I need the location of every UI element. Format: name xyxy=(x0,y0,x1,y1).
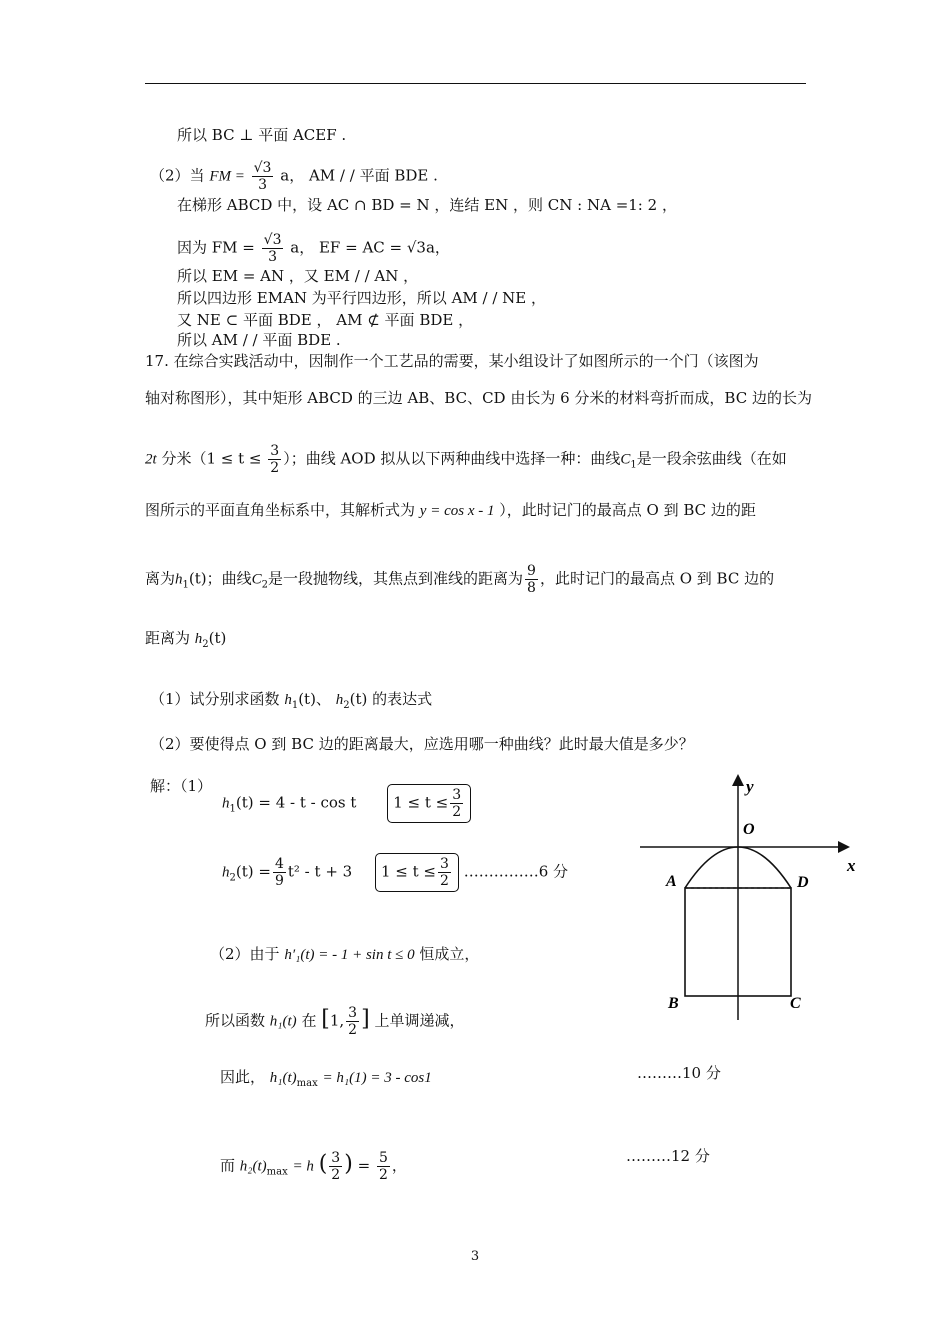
label-o: O xyxy=(743,821,755,838)
page-number: 3 xyxy=(470,1249,480,1264)
solution-step2: （2）由于 h′₁(t) = - 1 + sin t ≤ 0 恒成立， xyxy=(210,945,480,963)
p16-line2: （2）当 FM = $\frac{√3}{3}$ a， AM / / 平面 BDE . xyxy=(150,160,438,193)
p16-line5: 所以 EM = AN ，又 EM / / AN ， xyxy=(177,267,419,285)
solution-label: 解：（1） xyxy=(150,777,213,795)
p16-line3: 在梯形 ABCD 中，设 AC ∩ BD = N ，连结 EN ，则 CN : NA =1: 2 ， xyxy=(177,196,677,214)
p17-line5: 离为$h_1(t)$；曲线$C_2$是一段抛物线，其焦点到准线的距离为 $\frac{9}{8}$ ，此时记门的最高点 O 到 BC 边的 xyxy=(145,563,775,596)
p17-line3: 2t 分米（1 ≤ t ≤ $\frac{3}{2}$ ）；曲线 AOD 拟从以下两种曲线中选择一种：曲线$C_1$是一段余弦曲线（在如 xyxy=(145,443,787,476)
label-c: C xyxy=(790,995,801,1012)
score-10: ………10 分 xyxy=(637,1064,721,1082)
p16-line8: 所以 AM / / 平面 BDE . xyxy=(177,331,341,349)
door-figure xyxy=(630,770,870,1030)
solution-step4: 因此， $h_1(t)_{max} = h_1(1) = 3 - \cos 1$ xyxy=(220,1068,432,1089)
solution-step3: 所以函数 h₁(t) 在 [1, $\frac{3}{2}$ ] 上单调递减， xyxy=(205,1005,465,1038)
p17-question1: （1）试分别求函数 $h_1(t)$、 $h_2(t)$ 的表达式 xyxy=(150,690,433,711)
label-x: x xyxy=(847,856,856,875)
p16-line1: 所以 BC ⊥ 平面 ACEF . xyxy=(177,126,347,144)
label-b: B xyxy=(668,995,679,1012)
label-a: A xyxy=(666,873,677,890)
p16-line4: 因为 FM = $\frac{√3}{3}$ a， EF = AC = √3a， xyxy=(177,232,450,265)
label-d: D xyxy=(797,874,809,891)
header-rule xyxy=(145,83,806,84)
p17-line4: 图所示的平面直角坐标系中，其解析式为 y = cos x - 1 ），此时记门的最高点 O 到 BC 边的距 xyxy=(145,501,756,519)
p17-question2: （2）要使得点 O 到 BC 边的距离最大，应选用哪一种曲线？此时最大值是多少？ xyxy=(150,735,694,753)
solution-eq1: $h_1(t) = 4 - t - \cos t$ 1 ≤ t ≤ $\frac{3}{2}$ xyxy=(222,784,471,823)
score-12: ………12 分 xyxy=(626,1147,710,1165)
solution-eq2: $h_2(t)$ = $\frac{4}{9}$ t² - t + 3 1 ≤ t ≤ $\frac{3}{2}$ ……………6 分 xyxy=(222,853,568,892)
p17-line6: 距离为 $h_2(t)$ xyxy=(145,629,227,650)
p17-line1: 17. 在综合实践活动中，因制作一个工艺品的需要，某小组设计了如图所示的一个门（该图为 xyxy=(145,352,759,370)
p16-line7: 又 NE ⊂ 平面 BDE ， AM ⊄ 平面 BDE ， xyxy=(177,311,474,329)
p17-line2: 轴对称图形），其中矩形 ABCD 的三边 AB、BC、CD 由长为 6 分米的材料弯折而成，BC 边的长为 xyxy=(145,389,812,407)
solution-step5: 而 $h_2(t)_{max} = h$ ( $\frac{3}{2}$ ) = $\frac{5}{2}$ ， xyxy=(220,1150,407,1183)
p16-line6: 所以四边形 EMAN 为平行四边形，所以 AM / / NE ， xyxy=(177,289,547,307)
label-y: y xyxy=(746,777,754,796)
